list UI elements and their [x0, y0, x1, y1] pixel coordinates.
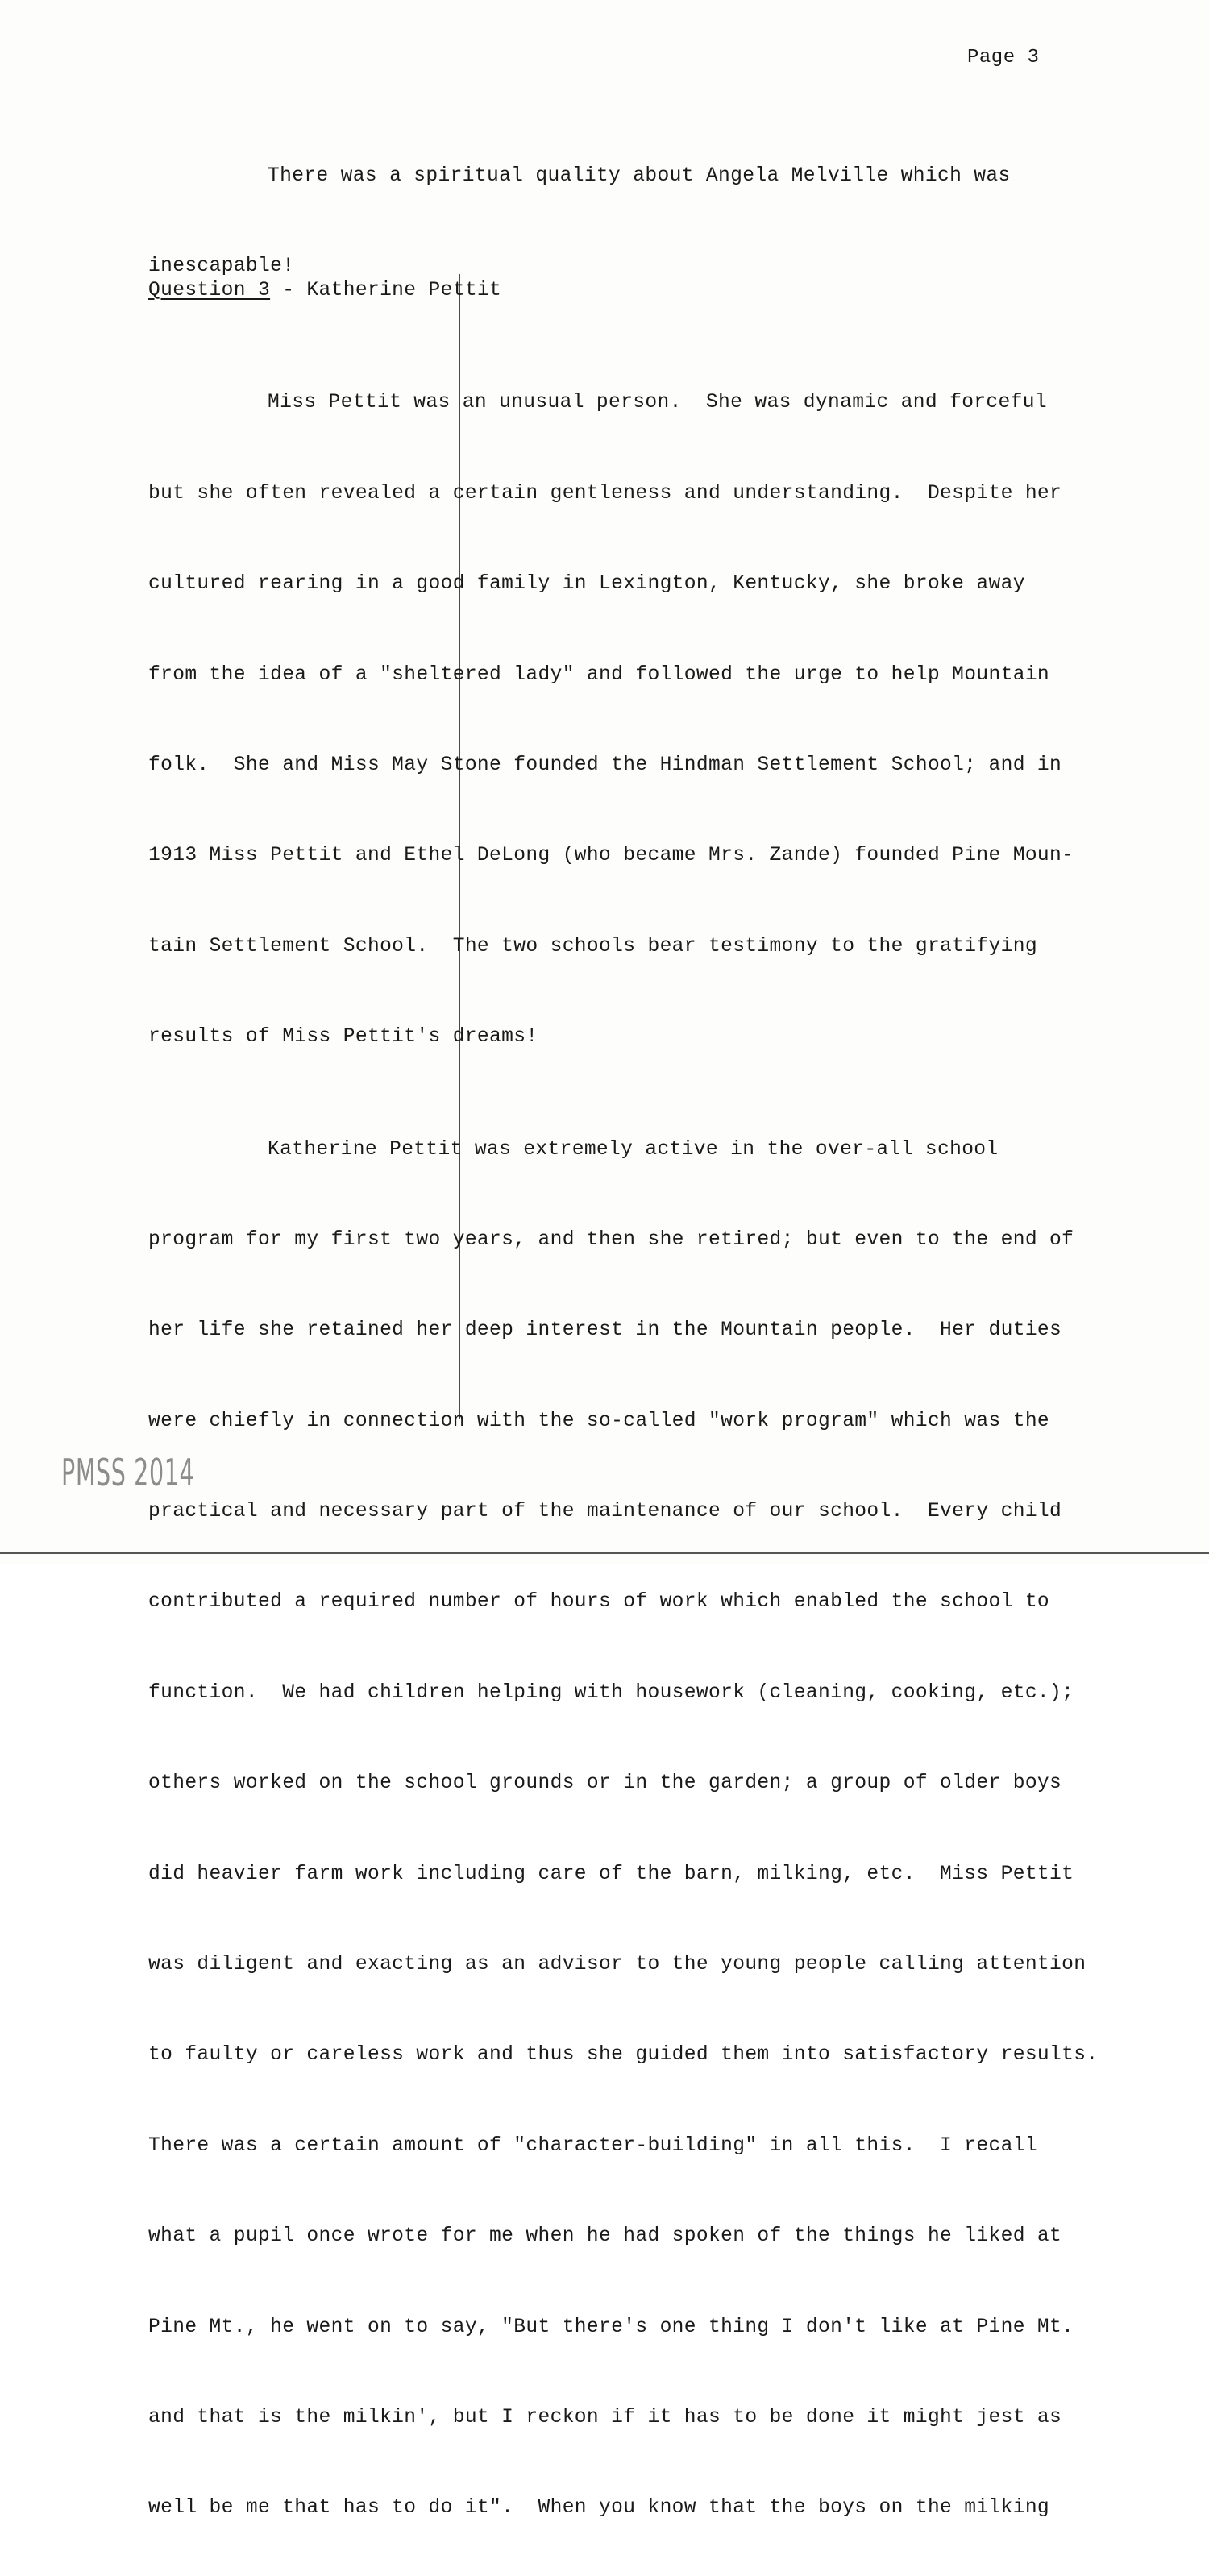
text-line: tain Settlement School. The two schools bear testimony to the gratifying	[148, 935, 1037, 958]
text-line: There was a spiritual quality about Angela Melville which was	[268, 165, 1011, 187]
text-line: function. We had children helping with housework (cleaning, cooking, etc.);	[148, 1681, 1074, 1704]
scan-bottom-edge	[0, 1552, 1209, 1554]
archive-watermark: PMSS 2014	[61, 1451, 195, 1494]
text-line: Miss Pettit was an unusual person. She was dynamic and forceful	[268, 392, 1047, 414]
text-line: did heavier farm work including care of the barn, milking, etc. Miss Pettit	[148, 1863, 1074, 1885]
text-line: results of Miss Pettit's dreams!	[148, 1026, 538, 1049]
text-line: her life she retained her deep interest in the Mountain people. Her duties	[148, 1319, 1062, 1342]
question-label: Question 3	[148, 280, 271, 301]
text-line: was diligent and exacting as an advisor to the young people calling attention	[148, 1954, 1086, 1976]
section-heading	[148, 268, 1083, 314]
text-line: what a pupil once wrote for me when he had spoken of the things he liked at	[148, 2225, 1062, 2248]
text-line: and that is the milkin', but I reckon if it has to be done it might jest as	[148, 2406, 1062, 2429]
text-line: contributed a required number of hours of work which enabled the school to	[148, 1591, 1050, 1614]
text-line: Katherine Pettit was extremely active in the over-all school	[268, 1138, 999, 1161]
text-line: practical and necessary part of the maintenance of our school. Every child	[148, 1501, 1062, 1523]
text-line: to faulty or careless work and thus she guided them into satisfactory results.	[148, 2044, 1099, 2067]
text-line: Pine Mt., he went on to say, "But there's one thing I don't like at Pine Mt.	[148, 2316, 1074, 2338]
text-line: well be me that has to do it". When you know that the boys on the milking	[148, 2497, 1050, 2520]
text-line: others worked on the school grounds or in the garden; a group of older boys	[148, 1772, 1062, 1795]
text-line: 1913 Miss Pettit and Ethel DeLong (who became Mrs. Zande) founded Pine Moun-	[148, 845, 1074, 867]
page-number: Page 3	[967, 47, 1040, 69]
question-subject: - Katherine Pettit	[270, 280, 502, 301]
text-line: inescapable!	[148, 256, 295, 278]
text-line: but she often revealed a certain gentleness and understanding. Despite her	[148, 482, 1062, 505]
text-line: There was a certain amount of "character-building" in all this. I recall	[148, 2134, 1037, 2157]
text-line: program for my first two years, and then she retired; but even to the end of	[148, 1228, 1074, 1251]
text-line: from the idea of a "sheltered lady" and followed the urge to help Mountain	[148, 663, 1050, 686]
text-line: were chiefly in connection with the so-called "work program" which was the	[148, 1410, 1050, 1432]
text-line: folk. She and Miss May Stone founded the Hindman Settlement School; and in	[148, 754, 1062, 776]
text-line: cultured rearing in a good family in Lexington, Kentucky, she broke away	[148, 573, 1025, 596]
question-3-section	[148, 224, 1099, 2576]
